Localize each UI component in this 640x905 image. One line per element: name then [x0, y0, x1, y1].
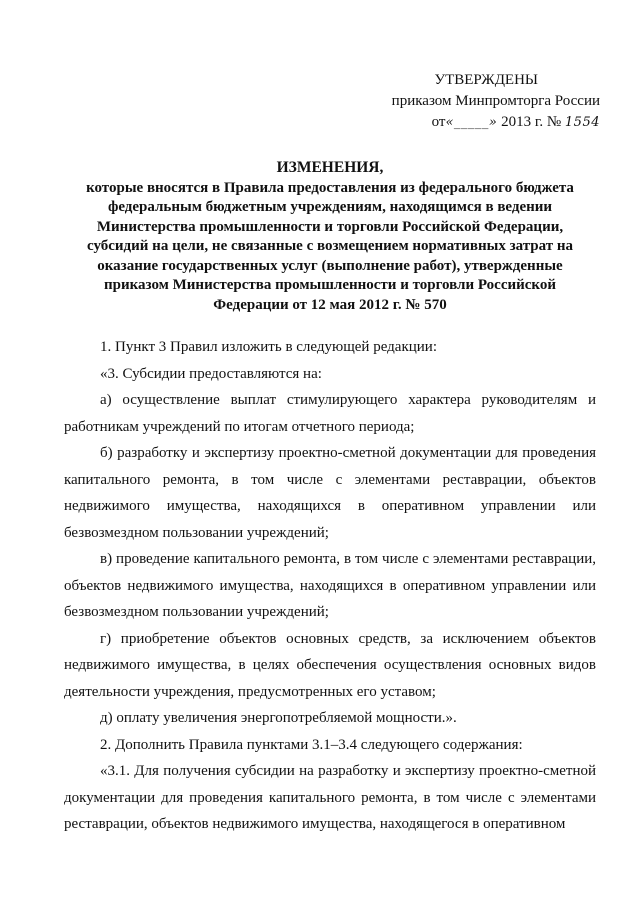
date-year: 2013 г. №: [501, 114, 562, 130]
title-line: приказом Министерства промышленности и торговли Российской: [103, 277, 557, 293]
date-prefix: от: [431, 114, 446, 130]
approval-date-line: [392, 112, 600, 133]
paragraph: 1. Пункт 3 Правил изложить в следующей редакции:: [100, 339, 437, 355]
approval-title: УТВЕРЖДЕНЫ: [434, 72, 538, 88]
handwritten-date: «_____»: [445, 115, 498, 130]
paragraph: г) приобретение объектов основных средств, за исключением объектов недвижимого имущества, в целях обеспечения осуществления основных видов деятельности учреждения, предусмотренных его уставом;: [64, 630, 596, 700]
title-line: Федерации от 12 мая 2012 г. № 570: [213, 296, 447, 313]
document-title: [64, 158, 596, 315]
paragraph: а) осуществление выплат стимулирующего характера руководителям и работникам учреждений по итогам отчетного периода;: [64, 392, 596, 435]
document-body: [64, 334, 596, 838]
approval-stamp: [392, 70, 600, 133]
title-line: которые вносятся в Правила предоставления из федерального бюджета: [86, 179, 574, 196]
paragraph: «3.1. Для получения субсидии на разработку и экспертизу проектно-сметной документации для проведения капитального ремонта, в том числе с элементами реставрации, объектов недвижимого имущества, находящегося в оперативном: [64, 763, 596, 832]
title-line: федеральным бюджетным учреждениям, находящимся в ведении: [107, 199, 553, 215]
title-line: Министерства промышленности и торговли Российской Федерации,: [96, 218, 564, 235]
paragraph: б) разработку и экспертизу проектно-сметной документации для проведения капитального ремонта, в том числе с элементами реставрации, объектов недвижимого имущества, находящихся в оперативном управлении или безвозмездном пользовании учреждений;: [64, 445, 596, 541]
paragraph: в) проведение капитального ремонта, в том числе с элементами реставрации, объектов недвижимого имущества, находящихся в оперативном управлении или безвозмездном пользовании учреждений;: [64, 551, 596, 620]
approval-order: приказом Минпромторга России: [391, 93, 600, 109]
handwritten-number: 1554: [564, 115, 600, 130]
paragraph: 2. Дополнить Правила пунктами 3.1–3.4 следующего содержания:: [100, 736, 523, 753]
paragraph: д) оплату увеличения энергопотребляемой мощности.».: [100, 710, 457, 726]
title-line: оказание государственных услуг (выполнение работ), утвержденные: [97, 257, 563, 274]
title-heading: ИЗМЕНЕНИЯ,: [276, 159, 384, 176]
title-line: субсидий на цели, не связанные с возмещением нормативных затрат на: [86, 238, 574, 254]
paragraph: «3. Субсидии предоставляются на:: [100, 365, 322, 382]
